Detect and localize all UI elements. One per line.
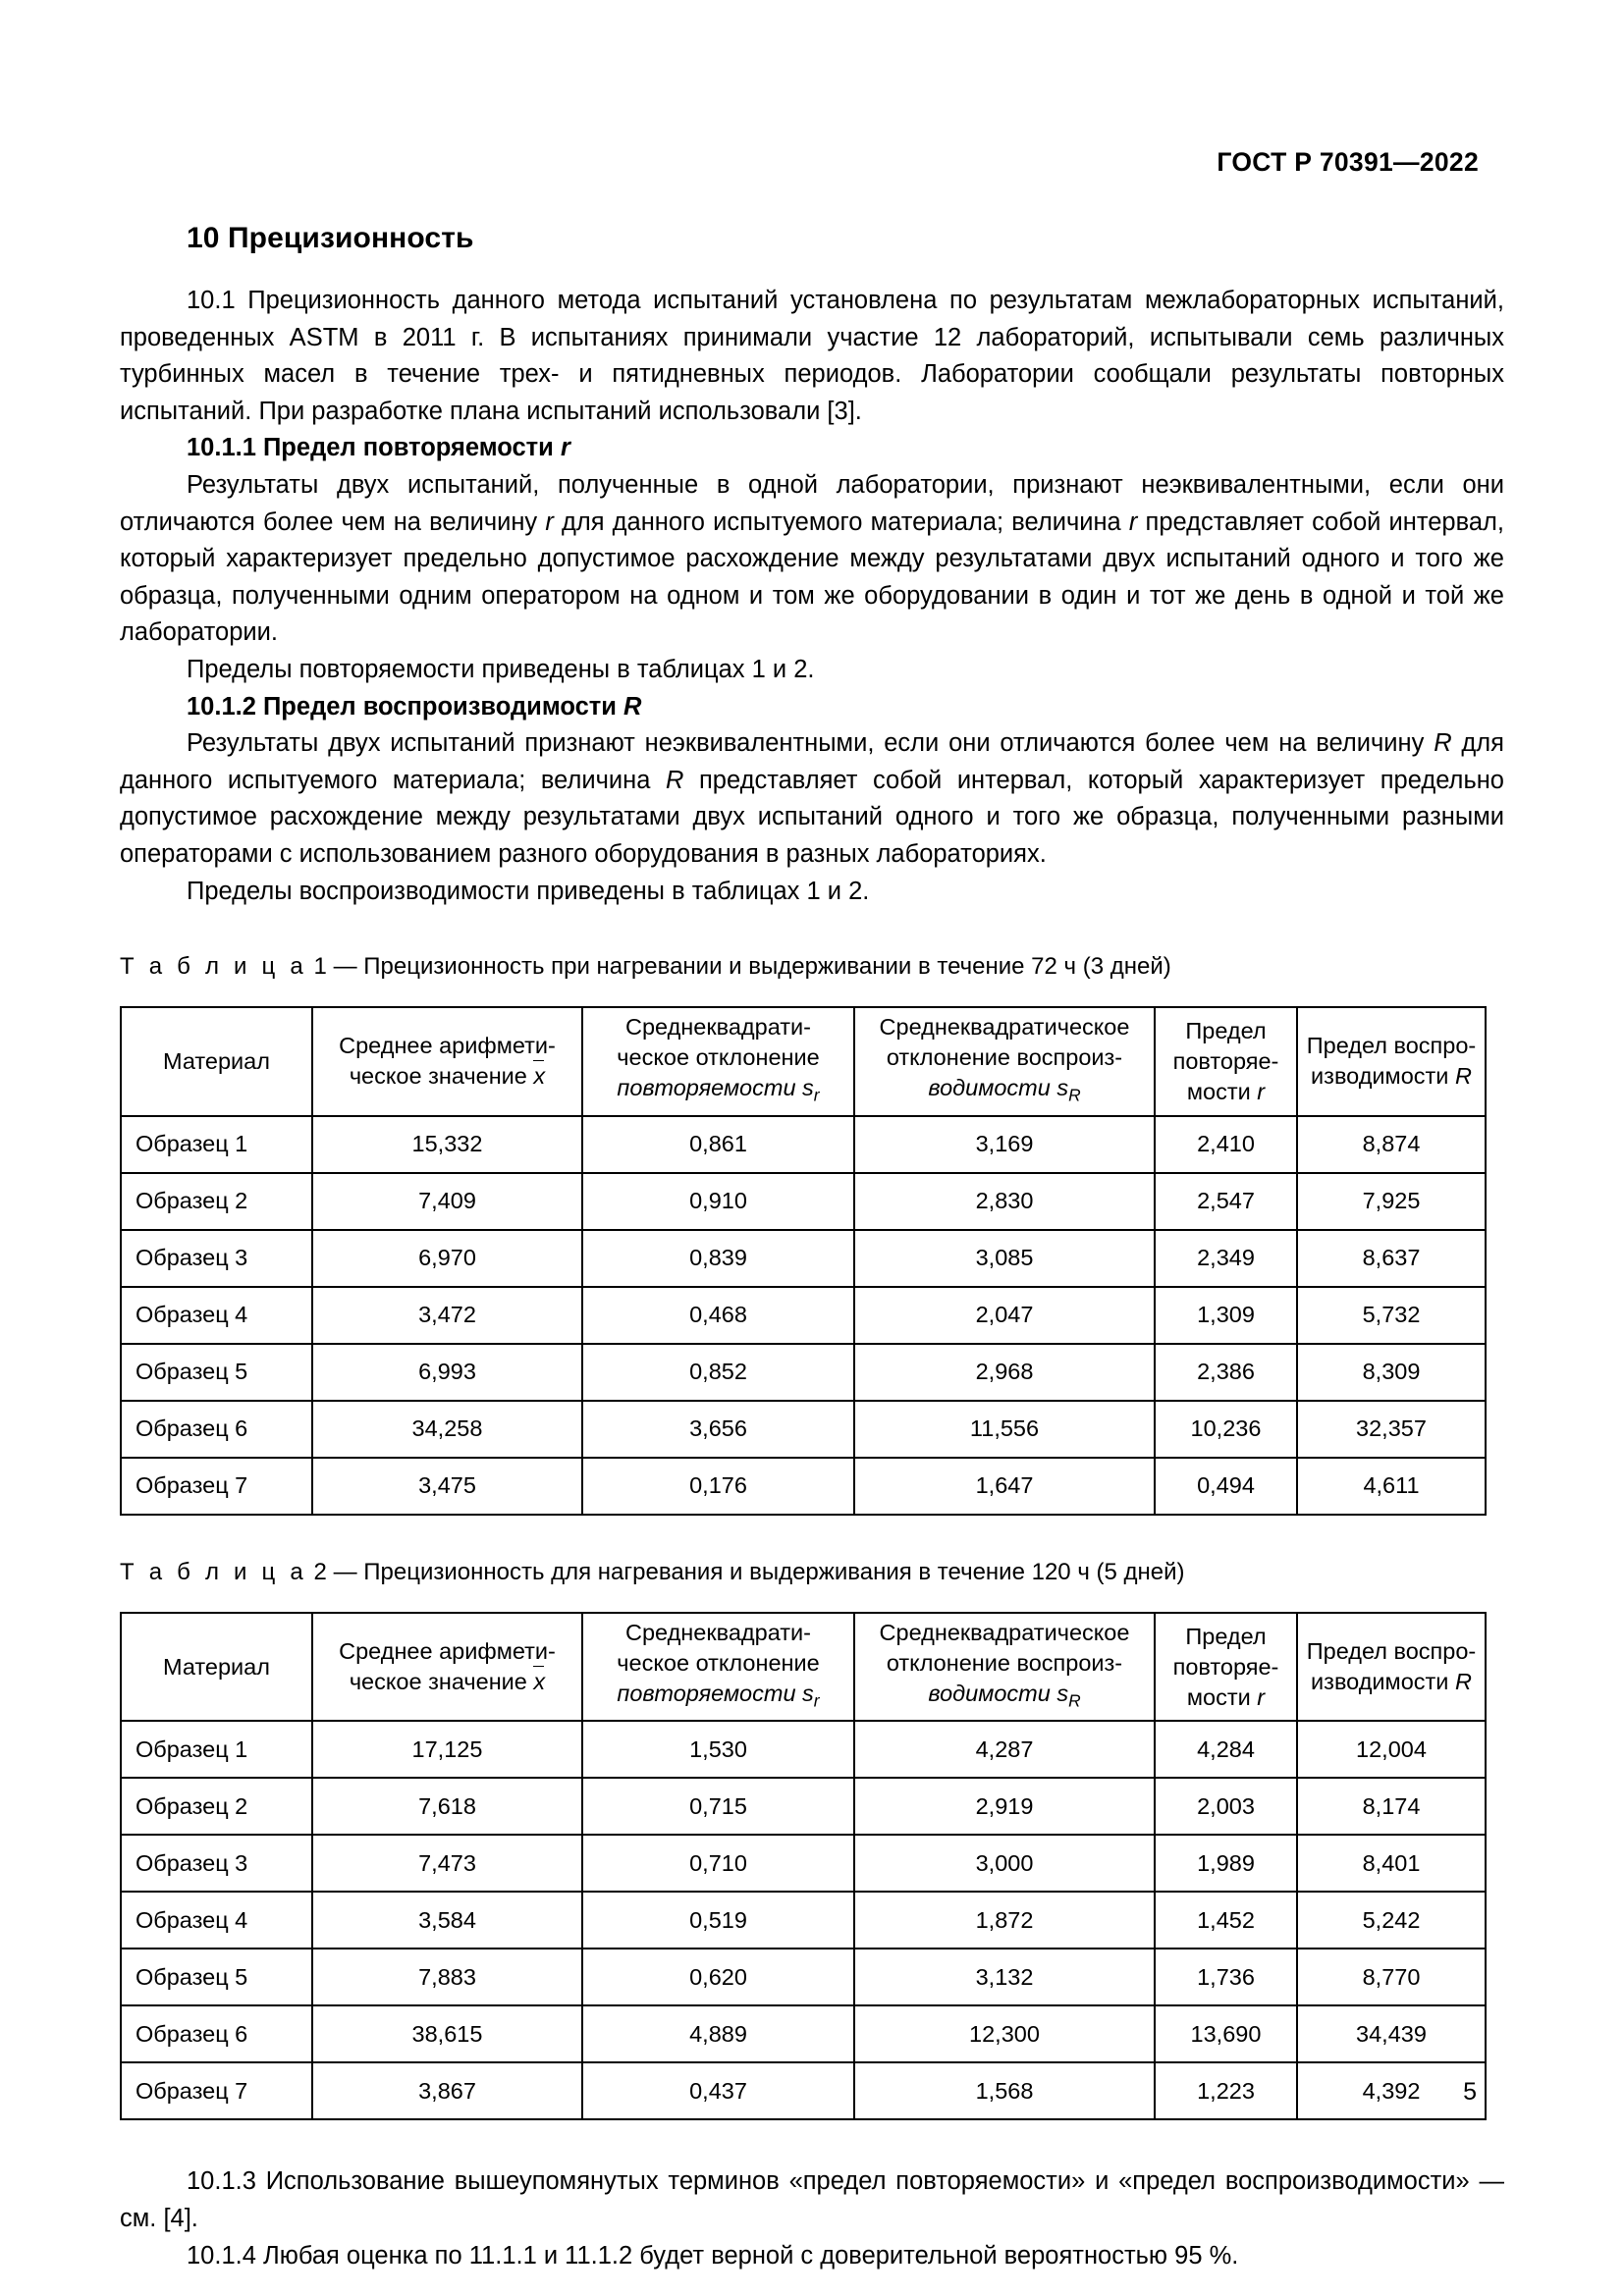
column-header-sR-line1: Среднеквадратическое	[879, 1619, 1130, 1645]
column-header-sR	[854, 1613, 1155, 1722]
cell-sr: 0,620	[582, 1949, 854, 2005]
column-header-r-symbol: r	[1257, 1078, 1266, 1104]
column-header-R-symbol: R	[1454, 1669, 1472, 1695]
cell-R: 5,242	[1297, 1892, 1486, 1949]
cell-r: 0,494	[1155, 1458, 1297, 1515]
cell-sr: 0,437	[582, 2062, 854, 2119]
cell-sr: 0,519	[582, 1892, 854, 1949]
column-header-sR-subscript: R	[1068, 1690, 1081, 1711]
cell-mean: 7,618	[312, 1778, 582, 1835]
column-header-r-symbol: r	[1257, 1683, 1266, 1710]
table-2-caption	[120, 1559, 1504, 1586]
spacer-before-table-1	[120, 910, 1504, 953]
column-header-sR-subscript: R	[1068, 1085, 1081, 1105]
column-header-mean	[312, 1613, 582, 1722]
column-header-mean-symbol: x	[533, 1061, 545, 1092]
paragraph-10-1-2: Результаты двух испытаний признают неэквивалентными, если они отличаются более чем на величину R для данного испытуемого материала; величина R представляет собой интервал, который характеризует предельно допустимое расхождение между результатами двух испытаний одного и того же образца, полученными разными операторами с использованием разного оборудования в разных лабораториях.	[120, 729, 1504, 868]
table-row	[121, 2062, 1486, 2119]
column-header-material-text: Материал	[163, 1047, 270, 1074]
cell-r: 1,736	[1155, 1949, 1297, 2005]
spacer-table-1-caption	[120, 981, 1504, 1006]
precision-table-72h	[120, 1006, 1487, 1516]
heading-10-1-2	[120, 689, 1504, 726]
column-header-sr-line3: повторяемости s	[617, 1680, 814, 1706]
column-header-sr-line1: Среднеквадрати-	[625, 1619, 811, 1645]
cell-r: 4,284	[1155, 1721, 1297, 1778]
table-row	[121, 1401, 1486, 1458]
cell-sr: 3,656	[582, 1401, 854, 1458]
table-1-caption	[120, 953, 1504, 981]
paragraph-10-1-3: 10.1.3 Использование вышеупомянутых терминов «предел повторяемости» и «предел воспроизводимости» — см. [4].	[120, 2167, 1504, 2233]
cell-R: 8,770	[1297, 1949, 1486, 2005]
cell-sR: 2,830	[854, 1173, 1155, 1230]
column-header-mean	[312, 1007, 582, 1116]
heading-10-1-2-text: 10.1.2 Предел воспроизводимости R	[187, 692, 642, 721]
column-header-sr-subscript: r	[813, 1690, 820, 1711]
table-row	[121, 1344, 1486, 1401]
cell-r: 2,003	[1155, 1778, 1297, 1835]
table-1-caption-dash: —	[333, 953, 357, 981]
column-header-sR-line1: Среднеквадратическое	[879, 1014, 1130, 1041]
cell-r: 13,690	[1155, 2005, 1297, 2062]
column-header-R-line1: Предел воспро-	[1306, 1033, 1477, 1059]
table-1-body	[121, 1116, 1486, 1515]
column-header-r-line3: мости	[1186, 1683, 1251, 1710]
paragraph-reproducibility-ref: Пределы воспроизводимости приведены в таблицах 1 и 2.	[187, 877, 870, 905]
paragraph-10-1-1: Результаты двух испытаний, полученные в одной лаборатории, признают неэквивалентными, если они отличаются более чем на величину r для данного испытуемого материала; величина r представляет собой интервал, который характеризует предельно допустимое расхождение между результатами двух испытаний одного и того же образца, полученными одним оператором на одном и том же оборудовании в один и тот же день в одной и той же лаборатории.	[120, 470, 1504, 647]
cell-mean: 17,125	[312, 1721, 582, 1778]
column-header-material	[121, 1613, 312, 1722]
column-header-sr	[582, 1613, 854, 1722]
cell-R: 8,401	[1297, 1835, 1486, 1892]
cell-mean: 3,584	[312, 1892, 582, 1949]
cell-material: Образец 4	[121, 1892, 312, 1949]
cell-mean: 7,473	[312, 1835, 582, 1892]
heading-10-1-1	[120, 430, 1504, 467]
column-header-mean-symbol: x	[533, 1667, 545, 1697]
table-row	[121, 1230, 1486, 1287]
cell-mean: 3,472	[312, 1287, 582, 1344]
column-header-R-limit	[1297, 1007, 1486, 1116]
table-row	[121, 1892, 1486, 1949]
cell-material: Образец 6	[121, 1401, 312, 1458]
table-row	[121, 1458, 1486, 1515]
paragraph-10-1: 10.1 Прецизионность данного метода испытаний установлена по результатам межлабораторных испытаний, проведенных ASTM в 2011 г. В испытаниях принимали участие 12 лабораторий, испытывали семь различных турбинных масел в течение трех- и пятидневных периодов. Лаборатории сообщали результаты повторных испытаний. При разработке плана испытаний использовали [3].	[120, 287, 1504, 425]
cell-sr: 0,468	[582, 1287, 854, 1344]
table-2-caption-text: Прецизионность для нагревания и выдерживания в течение 120 ч (5 дней)	[363, 1558, 1185, 1585]
column-header-R-limit	[1297, 1613, 1486, 1722]
cell-material: Образец 1	[121, 1721, 312, 1778]
column-header-r-line1: Предел	[1185, 1017, 1267, 1043]
page-content	[120, 222, 1504, 2274]
cell-R: 8,174	[1297, 1778, 1486, 1835]
column-header-R-symbol: R	[1454, 1063, 1472, 1090]
cell-mean: 6,993	[312, 1344, 582, 1401]
table-header-row	[121, 1613, 1486, 1722]
cell-R: 4,611	[1297, 1458, 1486, 1515]
cell-mean: 3,475	[312, 1458, 582, 1515]
table-2-body	[121, 1721, 1486, 2119]
cell-r: 2,547	[1155, 1173, 1297, 1230]
cell-sR: 4,287	[854, 1721, 1155, 1778]
paragraph-10-1-4: 10.1.4 Любая оценка по 11.1.1 и 11.1.2 будет верной с доверительной вероятностью 95 %.	[187, 2241, 1239, 2269]
cell-R: 8,874	[1297, 1116, 1486, 1173]
cell-sr: 0,710	[582, 1835, 854, 1892]
column-header-mean-line2: ческое значение	[349, 1669, 527, 1695]
column-header-sR	[854, 1007, 1155, 1116]
cell-sR: 2,919	[854, 1778, 1155, 1835]
column-header-r-line1: Предел	[1185, 1623, 1267, 1649]
cell-R: 5,732	[1297, 1287, 1486, 1344]
cell-mean: 7,883	[312, 1949, 582, 2005]
cell-sR: 3,169	[854, 1116, 1155, 1173]
cell-r: 1,309	[1155, 1287, 1297, 1344]
table-header-row	[121, 1007, 1486, 1116]
column-header-mean-line1: Среднее арифмети-	[339, 1033, 556, 1059]
cell-r: 10,236	[1155, 1401, 1297, 1458]
cell-mean: 34,258	[312, 1401, 582, 1458]
spacer-between-tables	[120, 1516, 1504, 1559]
cell-mean: 38,615	[312, 2005, 582, 2062]
cell-sR: 12,300	[854, 2005, 1155, 2062]
cell-sr: 0,715	[582, 1778, 854, 1835]
cell-R: 7,925	[1297, 1173, 1486, 1230]
column-header-sR-line2: отклонение воспроиз-	[886, 1649, 1123, 1676]
cell-sR: 2,968	[854, 1344, 1155, 1401]
page-number: 5	[1463, 2078, 1477, 2106]
cell-material: Образец 1	[121, 1116, 312, 1173]
column-header-r-limit	[1155, 1007, 1297, 1116]
table-row	[121, 1173, 1486, 1230]
cell-sR: 1,568	[854, 2062, 1155, 2119]
column-header-sr-line1: Среднеквадрати-	[625, 1014, 811, 1041]
table-2-caption-label: Т а б л и ц а	[120, 1558, 307, 1585]
cell-r: 2,410	[1155, 1116, 1297, 1173]
column-header-sr-subscript: r	[813, 1085, 820, 1105]
cell-sr: 0,910	[582, 1173, 854, 1230]
page-header-standard-id: ГОСТ Р 70391—2022	[1217, 147, 1479, 177]
cell-R: 12,004	[1297, 1721, 1486, 1778]
cell-material: Образец 7	[121, 1458, 312, 1515]
cell-sr: 0,176	[582, 1458, 854, 1515]
cell-r: 1,989	[1155, 1835, 1297, 1892]
cell-r: 1,223	[1155, 2062, 1297, 2119]
cell-sR: 1,647	[854, 1458, 1155, 1515]
column-header-R-line2: изводимости	[1311, 1669, 1449, 1695]
column-header-r-limit	[1155, 1613, 1297, 1722]
spacer-after-tables	[120, 2120, 1504, 2163]
cell-R: 4,392	[1297, 2062, 1486, 2119]
cell-material: Образец 2	[121, 1173, 312, 1230]
cell-R: 8,637	[1297, 1230, 1486, 1287]
table-1-caption-text: Прецизионность при нагревании и выдерживании в течение 72 ч (3 дней)	[363, 953, 1171, 981]
cell-R: 34,439	[1297, 2005, 1486, 2062]
table-row	[121, 1116, 1486, 1173]
cell-sR: 3,085	[854, 1230, 1155, 1287]
page-title: 10 Прецизионность	[187, 222, 474, 254]
column-header-mean-line1: Среднее арифмети-	[339, 1638, 556, 1665]
column-header-sR-line3: водимости s	[928, 1075, 1069, 1101]
table-row	[121, 1721, 1486, 1778]
cell-material: Образец 6	[121, 2005, 312, 2062]
table-2-caption-dash: —	[333, 1558, 357, 1585]
cell-R: 8,309	[1297, 1344, 1486, 1401]
cell-mean: 7,409	[312, 1173, 582, 1230]
table-2-caption-number: 2	[313, 1558, 327, 1585]
column-header-sr	[582, 1007, 854, 1116]
cell-mean: 15,332	[312, 1116, 582, 1173]
cell-sR: 1,872	[854, 1892, 1155, 1949]
cell-sR: 2,047	[854, 1287, 1155, 1344]
column-header-R-line1: Предел воспро-	[1306, 1638, 1477, 1665]
cell-material: Образец 5	[121, 1949, 312, 2005]
cell-sR: 11,556	[854, 1401, 1155, 1458]
spacer-table-2-caption	[120, 1586, 1504, 1612]
column-header-r-line3: мости	[1186, 1078, 1251, 1104]
table-row	[121, 2005, 1486, 2062]
cell-r: 2,349	[1155, 1230, 1297, 1287]
cell-R: 32,357	[1297, 1401, 1486, 1458]
column-header-material-text: Материал	[163, 1653, 270, 1680]
precision-table-120h	[120, 1612, 1487, 2121]
cell-sR: 3,132	[854, 1949, 1155, 2005]
cell-material: Образец 3	[121, 1835, 312, 1892]
column-header-material	[121, 1007, 312, 1116]
cell-material: Образец 4	[121, 1287, 312, 1344]
cell-sR: 3,000	[854, 1835, 1155, 1892]
cell-mean: 6,970	[312, 1230, 582, 1287]
table-1-caption-label: Т а б л и ц а	[120, 953, 307, 981]
table-row	[121, 1949, 1486, 2005]
cell-material: Образец 3	[121, 1230, 312, 1287]
paragraph-repeatability-ref: Пределы повторяемости приведены в таблицах 1 и 2.	[187, 655, 815, 683]
cell-sr: 0,852	[582, 1344, 854, 1401]
cell-sr: 0,839	[582, 1230, 854, 1287]
column-header-r-line2: повторяе-	[1172, 1653, 1279, 1680]
cell-material: Образец 7	[121, 2062, 312, 2119]
column-header-sr-line3: повторяемости s	[617, 1075, 814, 1101]
column-header-sR-line2: отклонение воспроиз-	[886, 1044, 1123, 1071]
table-1-caption-number: 1	[313, 953, 327, 981]
column-header-mean-line2: ческое значение	[349, 1063, 527, 1090]
cell-r: 2,386	[1155, 1344, 1297, 1401]
cell-sr: 4,889	[582, 2005, 854, 2062]
column-header-r-line2: повторяе-	[1172, 1047, 1279, 1074]
column-header-R-line2: изводимости	[1311, 1063, 1449, 1090]
table-row	[121, 1778, 1486, 1835]
table-row	[121, 1287, 1486, 1344]
cell-sr: 0,861	[582, 1116, 854, 1173]
cell-material: Образец 2	[121, 1778, 312, 1835]
heading-10-1-1-text: 10.1.1 Предел повторяемости r	[187, 434, 570, 462]
cell-material: Образец 5	[121, 1344, 312, 1401]
cell-mean: 3,867	[312, 2062, 582, 2119]
table-row	[121, 1835, 1486, 1892]
column-header-sR-line3: водимости s	[928, 1680, 1069, 1706]
column-header-sr-line2: ческое отклонение	[617, 1649, 820, 1676]
column-header-sr-line2: ческое отклонение	[617, 1044, 820, 1071]
cell-sr: 1,530	[582, 1721, 854, 1778]
cell-r: 1,452	[1155, 1892, 1297, 1949]
